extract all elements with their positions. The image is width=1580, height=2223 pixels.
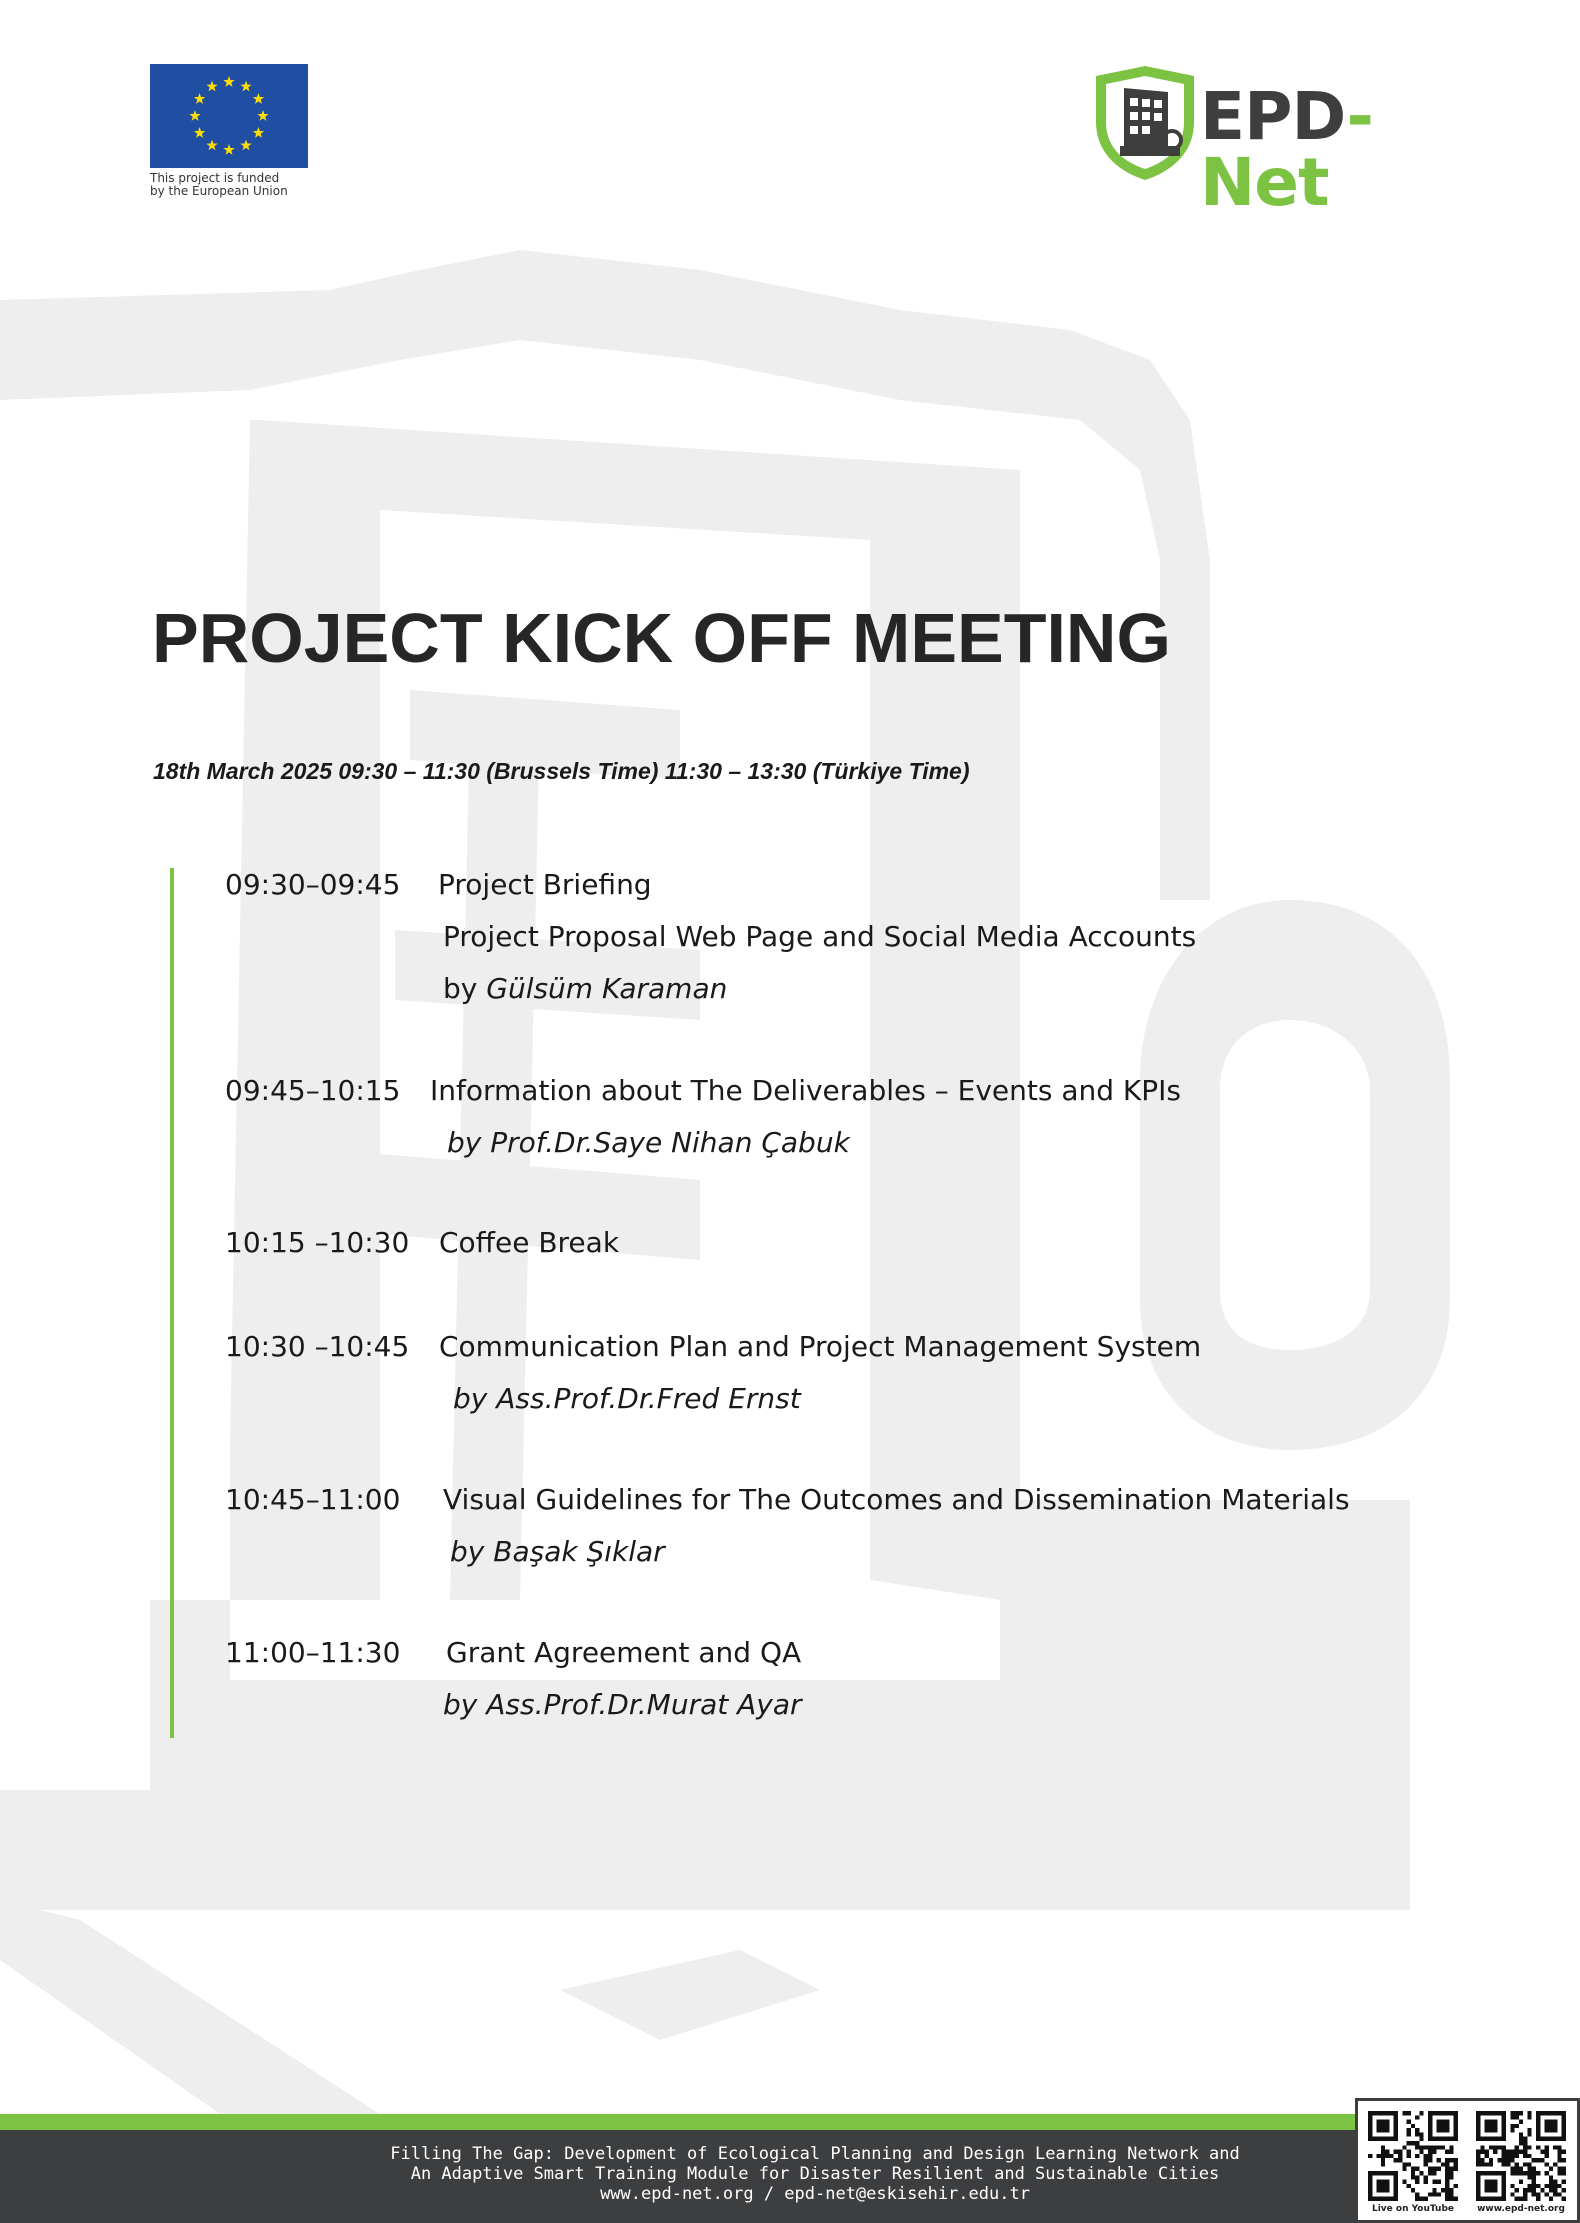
eu-star-icon bbox=[206, 139, 217, 150]
qr-codes bbox=[1355, 2098, 1580, 2223]
agenda-time: 10:30 –10:45 bbox=[225, 1330, 410, 1363]
agenda-topic: Communication Plan and Project Management System bbox=[439, 1330, 1202, 1363]
qr-label: www.epd-net.org bbox=[1477, 2204, 1565, 2214]
eu-funding-caption bbox=[150, 172, 310, 198]
epd-net-logo bbox=[1090, 62, 1490, 221]
eu-star-icon bbox=[240, 139, 251, 150]
agenda-time: 09:45–10:15 bbox=[225, 1074, 401, 1107]
eu-flag-icon bbox=[150, 64, 308, 168]
shield-building-icon bbox=[1090, 62, 1200, 182]
agenda-detail: Project Proposal Web Page and Social Media Accounts bbox=[443, 920, 1197, 953]
youtube-qr-icon[interactable] bbox=[1368, 2111, 1458, 2201]
agenda-divider bbox=[170, 868, 174, 1738]
eu-star-icon bbox=[253, 93, 264, 104]
eu-star-icon bbox=[253, 127, 264, 138]
footer-line: Filling The Gap: Development of Ecological Planning and Design Learning Network and bbox=[390, 2144, 1240, 2164]
eu-funding-logo bbox=[150, 64, 310, 198]
eu-star-icon bbox=[189, 110, 200, 121]
eu-star-icon bbox=[257, 110, 268, 121]
eu-stars-icon bbox=[150, 64, 308, 168]
agenda-topic: Information about The Deliverables – Events and KPIs bbox=[430, 1074, 1181, 1107]
agenda-speaker: by Ass.Prof.Dr.Murat Ayar bbox=[443, 1688, 802, 1721]
agenda-speaker-name: Gülsüm Karaman bbox=[486, 972, 728, 1005]
agenda-topic: Project Briefing bbox=[438, 868, 652, 901]
eu-star-icon bbox=[240, 81, 251, 92]
footer-accent-bar bbox=[0, 2114, 1580, 2130]
agenda-speaker-prefix: by bbox=[443, 972, 487, 1005]
agenda-speaker: by Başak Şıklar bbox=[450, 1535, 665, 1568]
meeting-date: 18th March 2025 09:30 – 11:30 (Brussels Time) 11:30 – 13:30 (Türkiye Time) bbox=[153, 758, 970, 784]
eu-star-icon bbox=[194, 93, 205, 104]
agenda-time: 09:30–09:45 bbox=[225, 868, 401, 901]
agenda-time: 11:00–11:30 bbox=[225, 1636, 401, 1669]
agenda-time: 10:15 –10:30 bbox=[225, 1226, 410, 1259]
footer-line: An Adaptive Smart Training Module for Disaster Resilient and Sustainable Cities bbox=[410, 2164, 1220, 2184]
footer-contact[interactable]: www.epd-net.org / epd-net@eskisehir.edu.tr bbox=[600, 2184, 1030, 2204]
eu-caption-line: by the European Union bbox=[150, 184, 288, 198]
agenda-topic: Visual Guidelines for The Outcomes and Dissemination Materials bbox=[443, 1483, 1350, 1516]
page-title: PROJECT KICK OFF MEETING bbox=[152, 599, 1171, 677]
eu-star-icon bbox=[206, 81, 217, 92]
agenda-topic: Grant Agreement and QA bbox=[446, 1636, 802, 1669]
website-qr-icon[interactable] bbox=[1476, 2111, 1566, 2201]
eu-caption-line: This project is funded bbox=[150, 171, 280, 185]
agenda-time: 10:45–11:00 bbox=[225, 1483, 401, 1516]
brand-name-part: EPD bbox=[1200, 78, 1347, 155]
agenda-speaker: by Ass.Prof.Dr.Fred Ernst bbox=[453, 1382, 801, 1415]
footer-text bbox=[300, 2144, 1330, 2204]
eu-star-icon bbox=[194, 127, 205, 138]
brand-name-part: -Net bbox=[1200, 78, 1373, 221]
qr-label: Live on YouTube bbox=[1371, 2204, 1455, 2214]
agenda-speaker: by Prof.Dr.Saye Nihan Çabuk bbox=[447, 1126, 850, 1159]
eu-star-icon bbox=[223, 144, 234, 155]
eu-star-icon bbox=[223, 76, 234, 87]
brand-name bbox=[1200, 78, 1490, 221]
agenda-topic: Coffee Break bbox=[439, 1226, 620, 1259]
agenda-speaker bbox=[443, 972, 727, 1006]
